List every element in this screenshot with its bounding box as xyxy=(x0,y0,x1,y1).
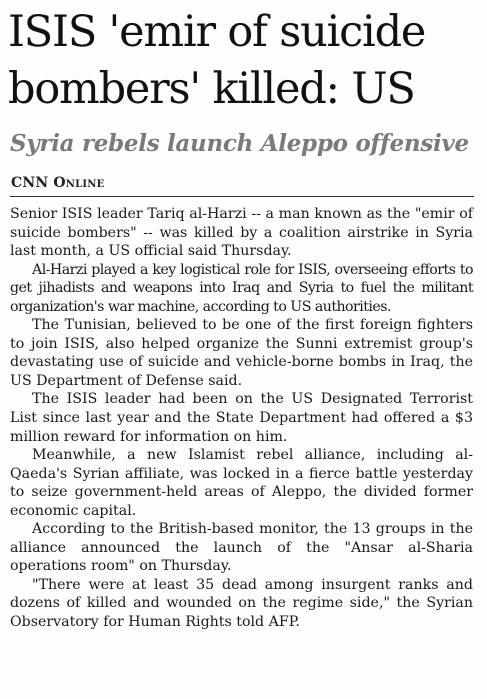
byline: CNN Online xyxy=(11,175,105,191)
paragraph: Meanwhile, a new Islamist rebel alliance, including al-Qaeda's Syrian affiliate, was locked in a fierce battle yesterday to seize government-held areas of Aleppo, the divided former economic capital. xyxy=(10,447,473,519)
paragraph: Senior ISIS leader Tariq al-Harzi -- a man known as the "emir of suicide bombers" -- was killed by a coalition airstrike in Syria last month, a US official said Thursday. xyxy=(10,206,473,260)
paragraph: The ISIS leader had been on the US Designated Terrorist List since last year and the State Department had offered a $3 million reward for information on him. xyxy=(10,391,473,445)
subheadline: Syria rebels launch Aleppo offensive xyxy=(10,130,469,157)
byline-divider xyxy=(10,196,474,197)
article-body xyxy=(10,205,473,632)
paragraph: "There were at least 35 dead among insurgent ranks and dozens of killed and wounded on the regime side," the Syrian Observatory for Human Rights told AFP. xyxy=(10,576,473,631)
paragraph: The Tunisian, believed to be one of the first foreign fighters to join ISIS, also helped organize the Sunni extremist group's devastating use of suicide and vehicle-borne bombs in Iraq, the US Department of Defense said. xyxy=(10,317,473,389)
paragraph: Al-Harzi played a key logistical role for ISIS, overseeing efforts to get jihadists and weapons into Iraq and Syria to fuel the militant organization's war machine, according to US authorities. xyxy=(10,261,473,315)
paragraph: According to the British-based monitor, the 13 groups in the alliance announced the launch of the "Ansar al-Sharia operations room" on Thursday. xyxy=(10,521,473,575)
headline: ISIS 'emir of suicide bombers' killed: US xyxy=(8,7,426,114)
